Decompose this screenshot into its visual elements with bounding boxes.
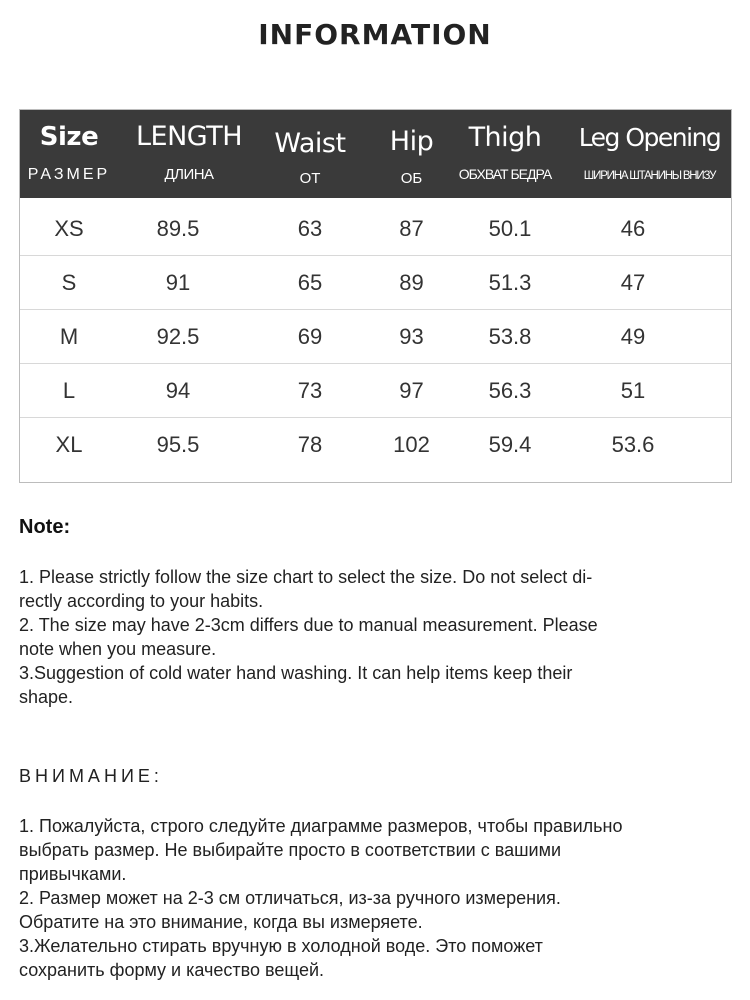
table-row — [20, 418, 731, 472]
ru-note-heading: ВНИМАНИЕ: — [19, 766, 163, 786]
cell-thigh: 51.3 — [488, 270, 532, 295]
cell-waist: 78 — [297, 432, 323, 457]
ru-note-line: 1. Пожалуйста, строго следуйте диаграмме размеров, чтобы правильно — [19, 816, 623, 836]
ru-note-line: Обратите на это внимание, когда вы измеряете. — [19, 912, 423, 932]
cell-size: XL — [55, 432, 83, 457]
note-line: 1. Please strictly follow the size chart to select the size. Do not select di- — [19, 567, 593, 587]
note-line: shape. — [19, 687, 74, 707]
cell-thigh: 59.4 — [488, 432, 532, 457]
table-row — [20, 202, 731, 256]
header-waist-en: Waist — [274, 128, 346, 159]
header-length — [118, 110, 260, 198]
header-leg-opening-en: Leg Opening — [578, 123, 721, 152]
ru-note-line: 2. Размер может на 2-3 см отличаться, из-за ручного измерения. — [19, 888, 561, 908]
cell-leg-opening: 49 — [620, 324, 646, 349]
size-chart-table — [19, 109, 732, 483]
cell-size: XS — [54, 216, 84, 241]
note-line: 3.Suggestion of cold water hand washing. It can help items keep their — [19, 663, 573, 683]
cell-leg-opening: 51 — [620, 378, 646, 403]
note-line: note when you measure. — [19, 639, 217, 659]
ru-note-line: выбрать размер. Не выбирайте просто в соответствии с вашими — [19, 840, 562, 860]
cell-thigh: 50.1 — [488, 216, 532, 241]
cell-waist: 69 — [297, 324, 323, 349]
note-line: 2. The size may have 2-3cm differs due to manual measurement. Please — [19, 615, 598, 635]
table-row — [20, 256, 731, 310]
cell-length: 89.5 — [156, 216, 200, 241]
note-line: rectly according to your habits. — [19, 591, 264, 611]
header-size — [20, 110, 118, 198]
cell-hip: 97 — [399, 378, 424, 403]
page-title: INFORMATION — [258, 18, 492, 51]
cell-hip: 89 — [399, 270, 424, 295]
header-size-en: Size — [39, 122, 99, 152]
header-length-ru: ДЛИНА — [164, 166, 214, 183]
header-size-ru: РАЗМЕР — [27, 166, 111, 183]
table-row — [20, 364, 731, 418]
cell-length: 95.5 — [156, 432, 200, 457]
header-leg-opening-ru: ШИРИНА ШТАНИНЫ ВНИЗУ — [583, 170, 716, 182]
header-thigh-en: Thigh — [468, 122, 542, 153]
header-length-en: LENGTH — [135, 121, 243, 152]
cell-thigh: 53.8 — [488, 324, 532, 349]
cell-hip: 102 — [393, 432, 430, 457]
cell-size: M — [59, 324, 79, 349]
cell-leg-opening: 47 — [620, 270, 646, 295]
cell-size: L — [62, 378, 76, 403]
cell-length: 92.5 — [156, 324, 200, 349]
cell-waist: 65 — [297, 270, 323, 295]
header-hip-ru: ОБ — [400, 170, 423, 187]
cell-waist: 73 — [297, 378, 323, 403]
cell-hip: 93 — [399, 324, 424, 349]
header-thigh — [445, 110, 565, 198]
cell-thigh: 56.3 — [488, 378, 532, 403]
header-thigh-ru: ОБХВАТ БЕДРА — [458, 166, 552, 182]
header-leg-opening — [568, 110, 731, 198]
cell-length: 91 — [165, 270, 191, 295]
cell-leg-opening: 46 — [620, 216, 646, 241]
table-header — [20, 110, 731, 198]
ru-note-line: 3.Желательно стирать вручную в холодной воде. Это поможет — [19, 936, 543, 956]
ru-note-line: привычками. — [19, 864, 127, 884]
cell-size: S — [61, 270, 77, 295]
ru-note-line: сохранить форму и качество вещей. — [19, 960, 325, 980]
header-waist-ru: ОТ — [299, 170, 321, 187]
header-waist — [260, 110, 360, 198]
cell-waist: 63 — [297, 216, 323, 241]
cell-length: 94 — [165, 378, 191, 403]
cell-hip: 87 — [399, 216, 424, 241]
note-heading: Note: — [19, 516, 71, 538]
table-row — [20, 310, 731, 364]
cell-leg-opening: 53.6 — [611, 432, 655, 457]
header-hip-en: Hip — [389, 126, 434, 157]
